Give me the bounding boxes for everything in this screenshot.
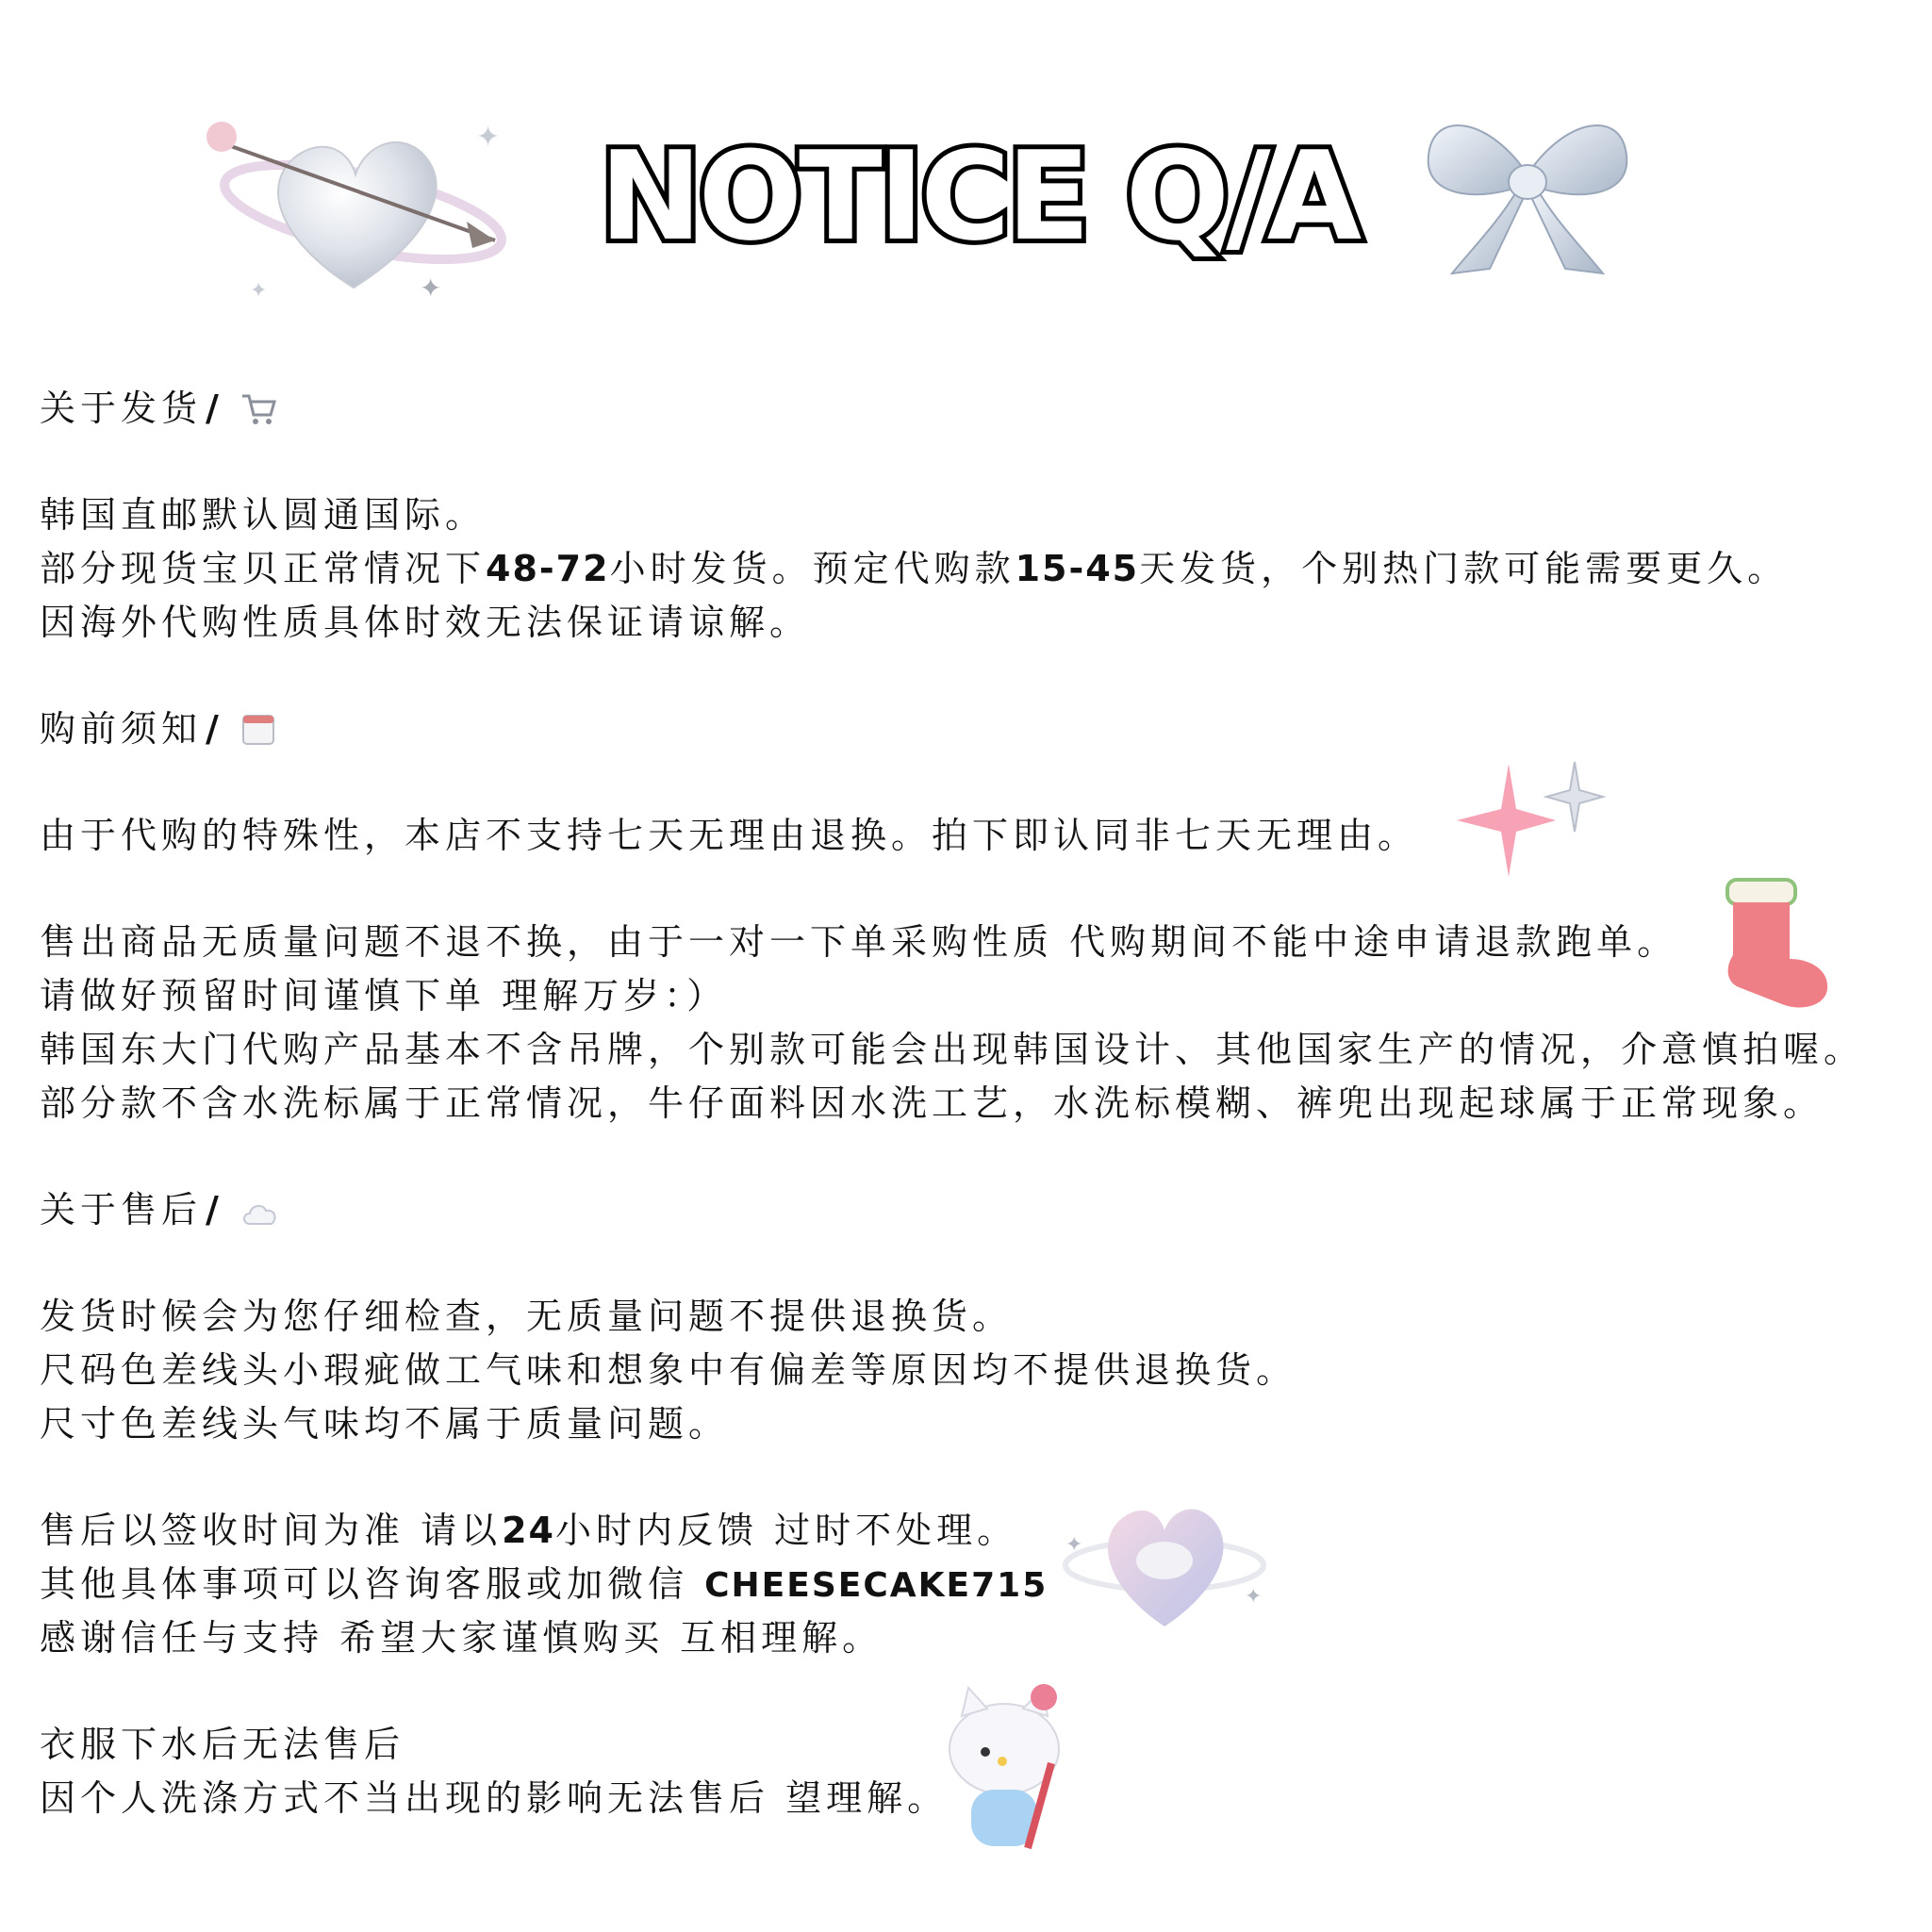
after-sales-line-6: 感谢信任与支持 希望大家谨慎购买 互相理解。	[40, 1617, 883, 1659]
calendar-icon	[240, 711, 276, 747]
svg-text:✦: ✦	[476, 121, 501, 154]
sparkle-icon	[1443, 754, 1612, 886]
before-purchase-line-3: 请做好预留时间谨慎下单 理解万岁：）	[40, 975, 728, 1016]
bow-icon	[1414, 99, 1641, 278]
before-purchase-line-1: 由于代购的特殊性，本店不支持七天无理由退换。拍下即认同非七天无理由。	[40, 815, 1419, 856]
svg-text:✦: ✦	[1245, 1585, 1263, 1609]
after-sales-line-2: 尺码色差线头小瑕疵做工气味和想象中有偏差等原因均不提供退换货。	[40, 1349, 1297, 1391]
after-sales-line-4: 售后以签收时间为准 请以24小时内反馈 过时不处理。	[40, 1510, 1018, 1551]
shipping-line-2: 部分现货宝贝正常情况下48-72小时发货。预定代购款15-45天发货，个别热门款可能需要更久。	[40, 548, 1789, 589]
hello-kitty-figure-icon	[938, 1678, 1108, 1858]
heart-bow-icon	[1056, 1485, 1273, 1636]
after-sales-line-5: 其他具体事项可以咨询客服或加微信 CHEESECAKE715	[40, 1563, 1049, 1605]
section-heading-after-sales: 关于售后 /	[40, 1183, 280, 1236]
section-heading-before-purchase: 购前须知 /	[40, 702, 276, 755]
after-sales-line-8: 因个人洗涤方式不当出现的影响无法售后 望理解。	[40, 1777, 949, 1819]
after-sales-line-1: 发货时候会为您仔细检查，无质量问题不提供退换货。	[40, 1296, 1014, 1337]
page-title: NOTICE Q/A	[599, 124, 1359, 268]
shopping-cart-icon	[240, 392, 278, 426]
shipping-line-3: 因海外代购性质具体时效无法保证请谅解。	[40, 602, 811, 643]
shipping-line-1: 韩国直邮默认圆通国际。	[40, 494, 487, 536]
cloud-icon	[240, 1199, 280, 1228]
before-purchase-line-2: 售出商品无质量问题不退不换，由于一对一下单采购性质 代购期间不能中途申请退款跑单。	[40, 921, 1678, 963]
after-sales-line-3: 尺寸色差线头气味均不属于质量问题。	[40, 1403, 730, 1445]
wechat-id: CHEESECAKE715	[704, 1566, 1049, 1605]
svg-text:✦: ✦	[1065, 1533, 1083, 1557]
before-purchase-line-4: 韩国东大门代购产品基本不含吊牌，个别款可能会出现韩国设计、其他国家生产的情况，介意慎拍喔。	[40, 1029, 1865, 1070]
svg-text:✦: ✦	[420, 272, 442, 304]
header	[0, 90, 1932, 306]
heart-with-arrow-icon	[193, 108, 514, 306]
section-heading-shipping: 关于发货 /	[40, 382, 278, 435]
svg-text:✦: ✦	[250, 279, 268, 303]
christmas-stocking-icon	[1707, 872, 1839, 1014]
after-sales-line-7: 衣服下水后无法售后	[40, 1724, 405, 1765]
before-purchase-line-5: 部分款不含水洗标属于正常情况，牛仔面料因水洗工艺，水洗标模糊、裤兜出现起球属于正常现象。	[40, 1082, 1825, 1124]
